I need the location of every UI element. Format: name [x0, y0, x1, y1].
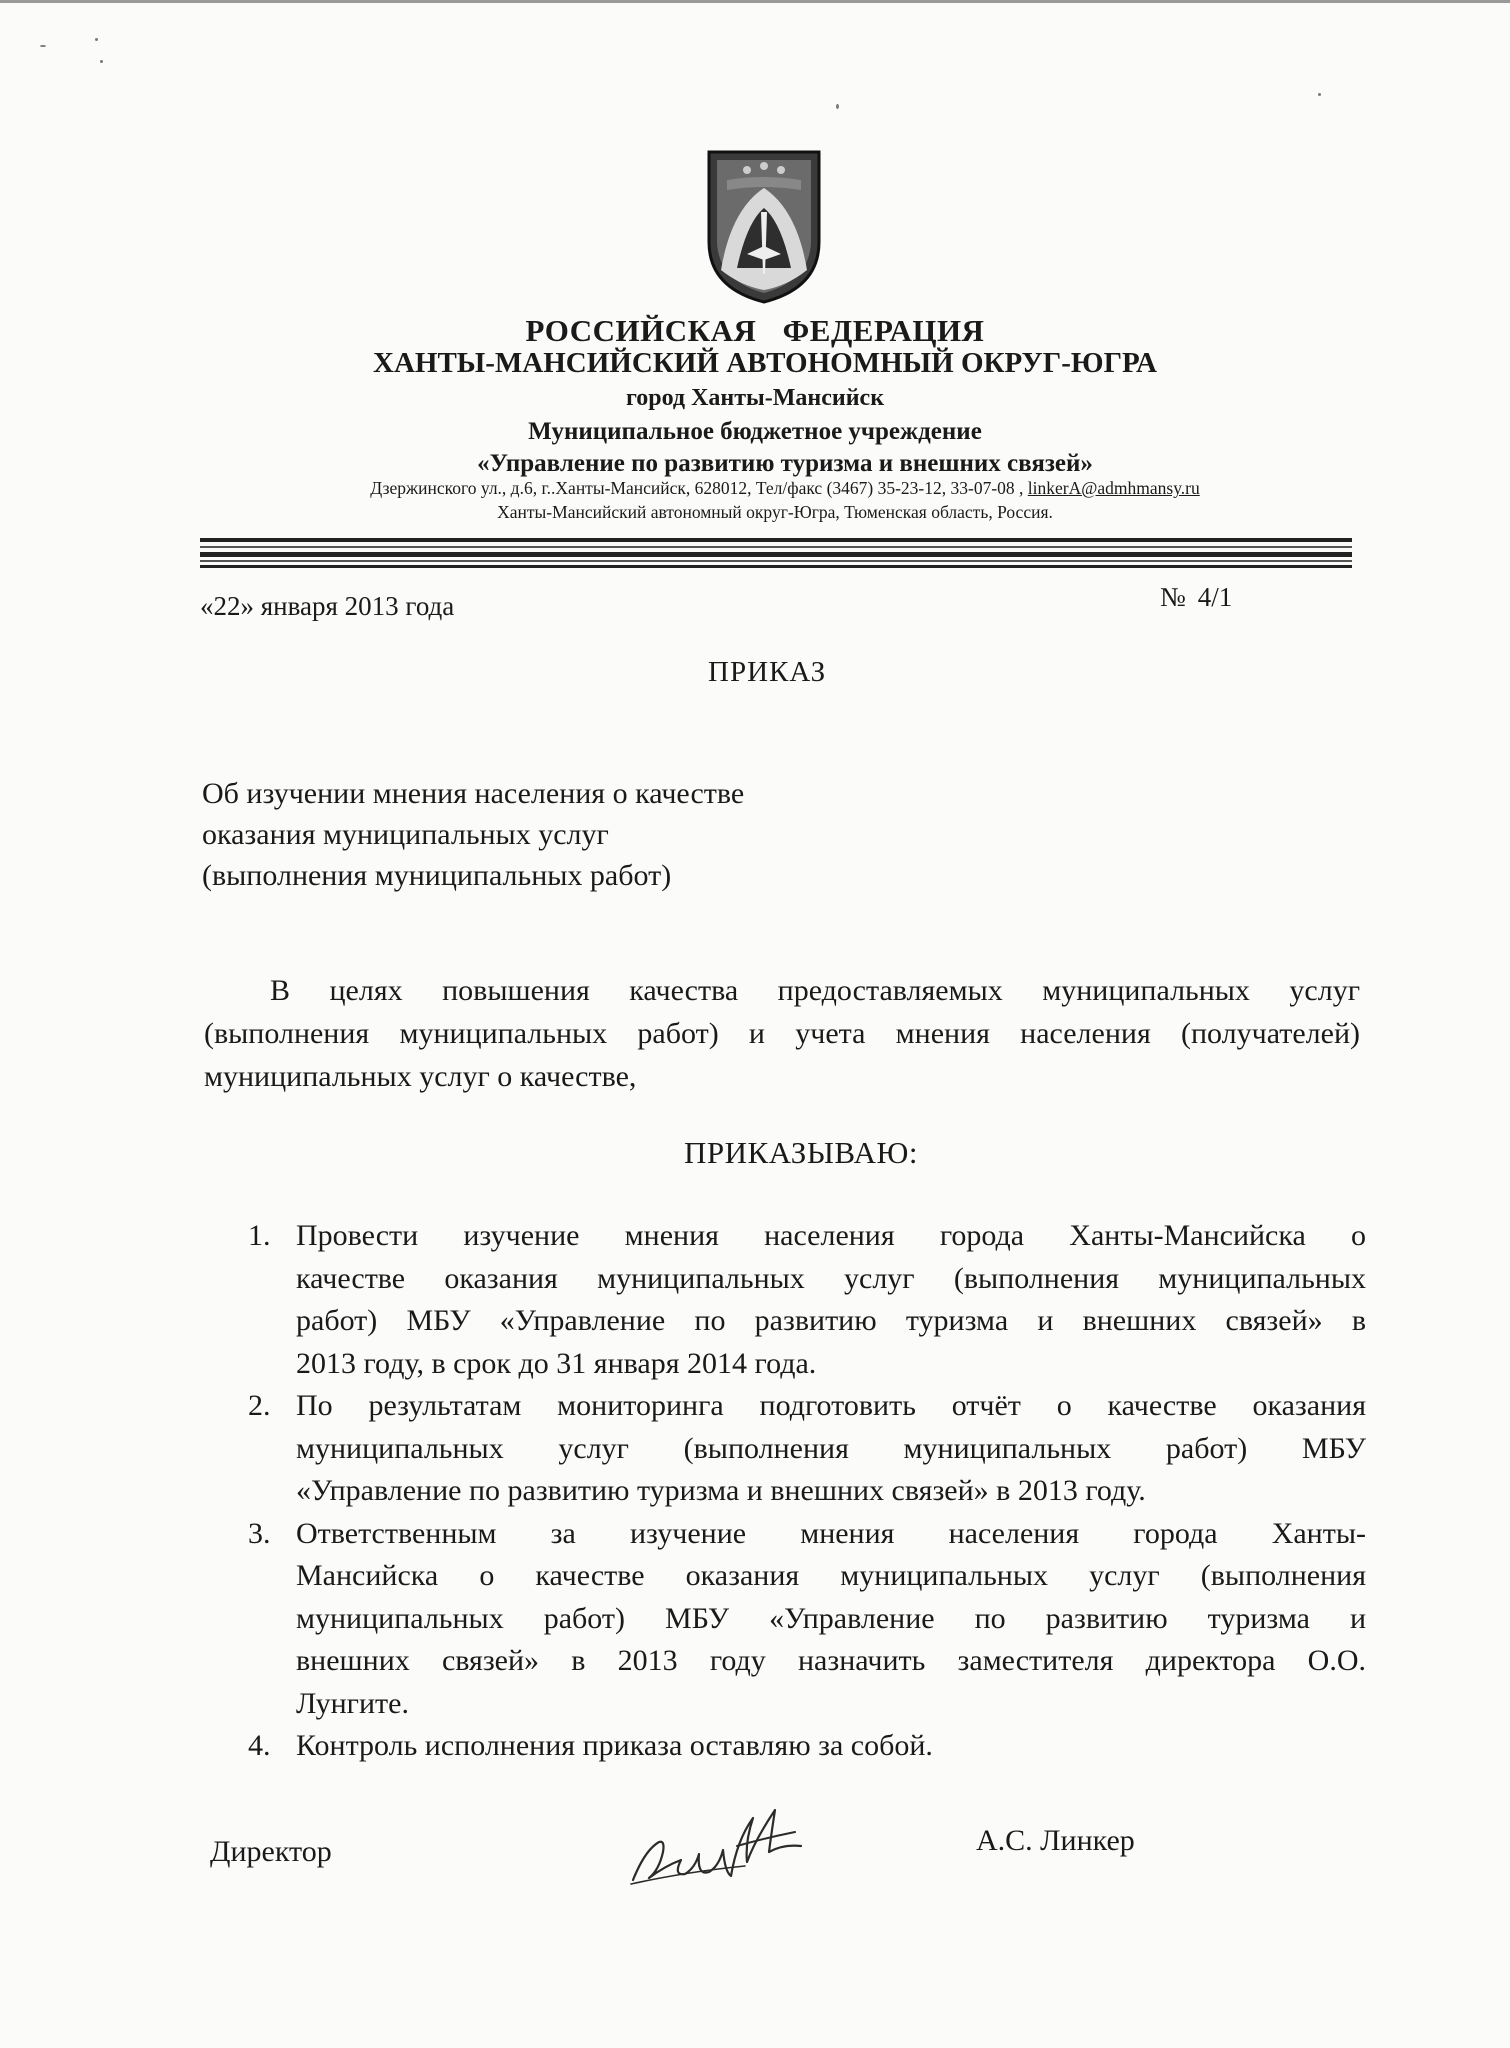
subject-line: Об изучении мнения населения о качестве	[202, 777, 745, 810]
item-line: муниципальных услуг (выполнения муниципальных работ) МБУ	[296, 1431, 1366, 1465]
order-heading: ПРИКАЗЫВАЮ:	[684, 1135, 918, 1170]
item-line: муниципальных работ) МБУ «Управление по развитию туризма и	[296, 1601, 1366, 1635]
header-institution-type: Муниципальное бюджетное учреждение	[528, 418, 982, 445]
item-line: Ответственным за изучение мнения населения города Ханты-	[296, 1516, 1366, 1550]
header-city: город Ханты-Мансийск	[625, 385, 885, 411]
number-sign: №	[1160, 582, 1186, 612]
header-divider	[200, 565, 1352, 568]
scan-speck	[1318, 93, 1321, 96]
handwritten-signature	[625, 1780, 815, 1895]
item-line: Контроль исполнения приказа оставляю за собой.	[296, 1729, 933, 1762]
scan-edge	[0, 0, 1510, 3]
header-divider	[200, 538, 1352, 542]
order-item	[248, 1513, 1366, 1726]
signatory-position: Директор	[210, 1835, 332, 1868]
document-date: «22» января 2013 года	[200, 591, 455, 621]
order-item	[248, 1215, 1366, 1385]
header-divider	[200, 560, 1352, 562]
item-line: Провести изучение мнения населения города Ханты-Мансийска о	[296, 1219, 1366, 1252]
header-region: Ханты-Мансийский автономный округ-Югра, Тюменская область, Россия.	[497, 502, 1053, 522]
order-items-list	[248, 1215, 1366, 1768]
order-item	[248, 1725, 1366, 1768]
item-line: По результатам мониторинга подготовить отчёт о качестве оказания	[296, 1389, 1366, 1422]
scan-speck	[836, 104, 839, 109]
number-value: 4/1	[1197, 582, 1233, 612]
address-text: Дзержинского ул., д.6, г..Ханты-Мансийск, 628012, Тел/факс (3467) 35-23-12, 33-07-08 ,	[370, 478, 1028, 498]
item-number: 4.	[248, 1729, 271, 1762]
item-number: 1.	[248, 1219, 271, 1252]
signatory-name: А.С. Линкер	[976, 1824, 1135, 1857]
preamble	[204, 969, 1360, 1098]
item-line: работ) МБУ «Управление по развитию туризма и внешних связей» в	[296, 1304, 1366, 1337]
subject-line: оказания муниципальных услуг	[202, 818, 609, 851]
subject-line: (выполнения муниципальных работ)	[202, 859, 672, 892]
header-divider	[200, 552, 1352, 557]
document-number	[1160, 582, 1232, 613]
coat-of-arms-emblem	[707, 150, 821, 304]
item-line: качестве оказания муниципальных услуг (выполнения муниципальных	[296, 1261, 1366, 1295]
item-number: 3.	[248, 1516, 271, 1550]
scan-speck	[40, 45, 46, 47]
scan-speck	[100, 60, 103, 63]
header-address	[220, 478, 1350, 499]
header-institution-name: «Управление по развитию туризма и внешних связей»	[477, 450, 1093, 477]
item-line: «Управление по развитию туризма и внешних связей» в 2013 году.	[296, 1474, 1146, 1507]
item-number: 2.	[248, 1389, 271, 1422]
item-line: Лунгите.	[296, 1686, 409, 1720]
header-okrug: ХАНТЫ-МАНСИЙСКИЙ АВТОНОМНЫЙ ОКРУГ-ЮГРА	[373, 347, 1157, 379]
scan-speck	[95, 38, 98, 41]
preamble-line: (выполнения муниципальных работ) и учета мнения населения (получателей)	[204, 1017, 1360, 1050]
email-link[interactable]: linkerA@admhmansy.ru	[1027, 478, 1200, 498]
item-line: внешних связей» в 2013 году назначить заместителя директора О.О.	[296, 1644, 1366, 1677]
header-divider	[200, 546, 1352, 548]
order-item	[248, 1385, 1366, 1513]
document-subject	[202, 773, 744, 896]
item-line: 2013 году, в срок до 31 января 2014 года.	[296, 1346, 817, 1380]
document-title: ПРИКАЗ	[708, 656, 827, 688]
header-country: РОССИЙСКАЯ ФЕДЕРАЦИЯ	[525, 313, 985, 348]
preamble-line: муниципальных услуг о качестве,	[204, 1060, 637, 1093]
preamble-line: В целях повышения качества предоставляемых муниципальных услуг	[270, 974, 1360, 1007]
item-line: Мансийска о качестве оказания муниципальных услуг (выполнения	[296, 1559, 1366, 1592]
